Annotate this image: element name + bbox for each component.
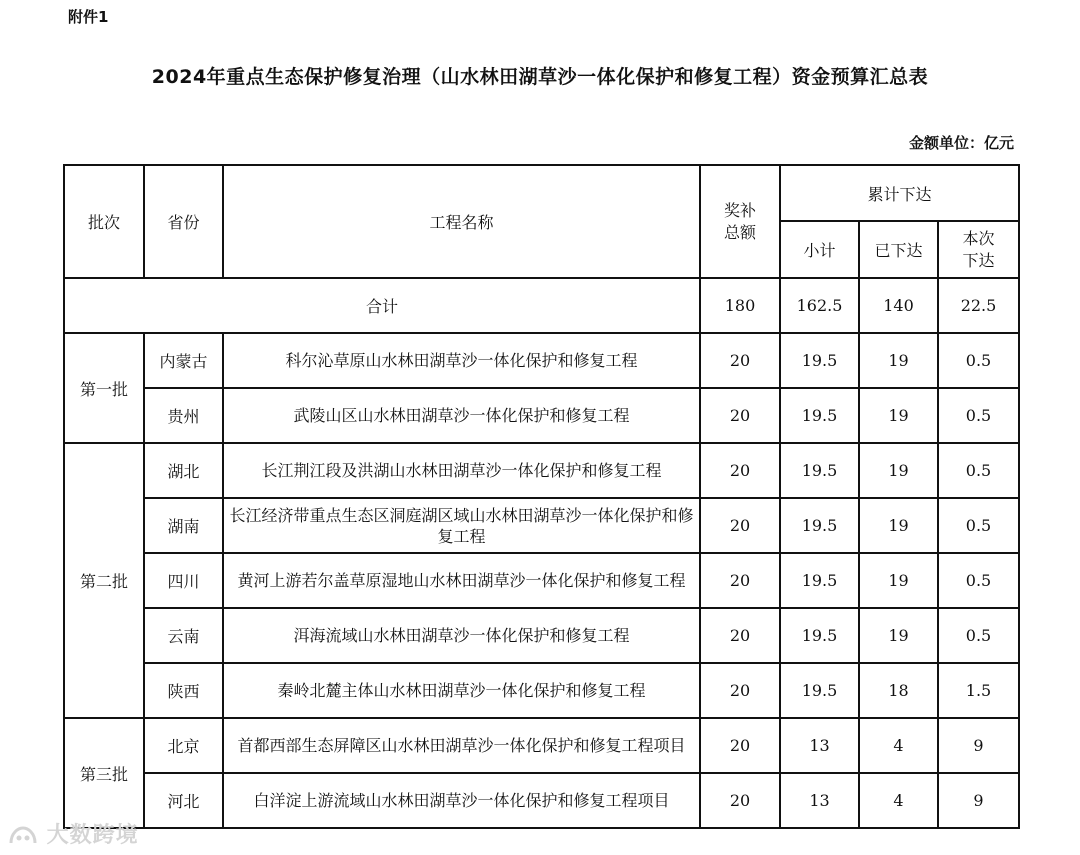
- province-cell: 陕西: [144, 663, 223, 718]
- current-cell: 9: [938, 773, 1019, 828]
- issued-cell: 4: [859, 773, 938, 828]
- award-total-cell: 20: [700, 608, 780, 663]
- table-row: [64, 333, 1019, 388]
- award-total-cell: 20: [700, 443, 780, 498]
- table-row: [64, 498, 1019, 553]
- province-cell: 湖北: [144, 443, 223, 498]
- watermark-logo-icon: [8, 825, 38, 847]
- table-row: [64, 773, 1019, 828]
- table-row: [64, 663, 1019, 718]
- issued-cell: 18: [859, 663, 938, 718]
- page-title: 2024年重点生态保护修复治理（山水林田湖草沙一体化保护和修复工程）资金预算汇总表: [151, 66, 929, 88]
- header-award-total-text: 奖补总额: [723, 200, 756, 242]
- issued-cell: 19: [859, 388, 938, 443]
- subtotal-cell: 13: [780, 718, 859, 773]
- issued-cell: 4: [859, 718, 938, 773]
- project-name-cell: 白洋淀上游流域山水林田湖草沙一体化保护和修复工程项目: [223, 773, 700, 828]
- header-current-text: 本次下达: [962, 228, 995, 270]
- current-cell: 9: [938, 718, 1019, 773]
- watermark: [8, 818, 139, 849]
- award-total-cell: 20: [700, 663, 780, 718]
- issued-cell: 19: [859, 333, 938, 388]
- subtotal-cell: 19.5: [780, 388, 859, 443]
- header-subtotal: 小计: [780, 221, 859, 278]
- subtotal-cell: 19.5: [780, 553, 859, 608]
- project-name-cell: 首都西部生态屏障区山水林田湖草沙一体化保护和修复工程项目: [223, 718, 700, 773]
- table-row: [64, 443, 1019, 498]
- award-total-cell: 20: [700, 773, 780, 828]
- subtotal-cell: 19.5: [780, 443, 859, 498]
- subtotal-cell: 19.5: [780, 608, 859, 663]
- table-row: [64, 608, 1019, 663]
- total-row: [64, 278, 1019, 333]
- province-cell: 内蒙古: [144, 333, 223, 388]
- header-batch: 批次: [64, 165, 144, 278]
- award-total-cell: 20: [700, 718, 780, 773]
- project-name-cell: 科尔沁草原山水林田湖草沙一体化保护和修复工程: [223, 333, 700, 388]
- current-cell: 0.5: [938, 608, 1019, 663]
- batch-1: 第一批: [64, 333, 144, 443]
- header-row-1: [64, 165, 1019, 221]
- subtotal-cell: 19.5: [780, 663, 859, 718]
- project-name-cell: 长江荆江段及洪湖山水林田湖草沙一体化保护和修复工程: [223, 443, 700, 498]
- watermark-text: 大数跨境: [46, 823, 139, 848]
- issued-cell: 19: [859, 443, 938, 498]
- current-cell: 1.5: [938, 663, 1019, 718]
- subtotal-cell: 19.5: [780, 333, 859, 388]
- batch-2: 第二批: [64, 443, 144, 718]
- current-cell: 0.5: [938, 443, 1019, 498]
- current-cell: 0.5: [938, 498, 1019, 553]
- province-cell: 河北: [144, 773, 223, 828]
- total-issued: 140: [859, 278, 938, 333]
- subtotal-cell: 13: [780, 773, 859, 828]
- project-name-cell: 洱海流域山水林田湖草沙一体化保护和修复工程: [223, 608, 700, 663]
- table-row: [64, 718, 1019, 773]
- header-award-total: [700, 165, 780, 278]
- issued-cell: 19: [859, 553, 938, 608]
- project-name-cell: 黄河上游若尔盖草原湿地山水林田湖草沙一体化保护和修复工程: [223, 553, 700, 608]
- current-cell: 0.5: [938, 333, 1019, 388]
- total-label: 合计: [64, 278, 700, 333]
- header-project-name: 工程名称: [223, 165, 700, 278]
- total-award-total: 180: [700, 278, 780, 333]
- header-cumulative: 累计下达: [780, 165, 1019, 221]
- subtotal-cell: 19.5: [780, 498, 859, 553]
- province-cell: 北京: [144, 718, 223, 773]
- issued-cell: 19: [859, 498, 938, 553]
- project-name-cell: 武陵山区山水林田湖草沙一体化保护和修复工程: [223, 388, 700, 443]
- issued-cell: 19: [859, 608, 938, 663]
- total-subtotal: 162.5: [780, 278, 859, 333]
- header-issued: 已下达: [859, 221, 938, 278]
- header-province: 省份: [144, 165, 223, 278]
- table-row: [64, 553, 1019, 608]
- award-total-cell: 20: [700, 388, 780, 443]
- project-name-cell: 秦岭北麓主体山水林田湖草沙一体化保护和修复工程: [223, 663, 700, 718]
- amount-unit-label: 金额单位：亿元: [908, 134, 1014, 152]
- table-row: [64, 388, 1019, 443]
- award-total-cell: 20: [700, 333, 780, 388]
- current-cell: 0.5: [938, 388, 1019, 443]
- province-cell: 湖南: [144, 498, 223, 553]
- budget-summary-table: [63, 164, 1020, 829]
- province-cell: 贵州: [144, 388, 223, 443]
- attachment-label: 附件1: [68, 8, 109, 26]
- total-current: 22.5: [938, 278, 1019, 333]
- batch-3: 第三批: [64, 718, 144, 828]
- province-cell: 云南: [144, 608, 223, 663]
- header-current: [938, 221, 1019, 278]
- project-name-cell: 长江经济带重点生态区洞庭湖区域山水林田湖草沙一体化保护和修复工程: [223, 498, 700, 553]
- current-cell: 0.5: [938, 553, 1019, 608]
- award-total-cell: 20: [700, 498, 780, 553]
- award-total-cell: 20: [700, 553, 780, 608]
- province-cell: 四川: [144, 553, 223, 608]
